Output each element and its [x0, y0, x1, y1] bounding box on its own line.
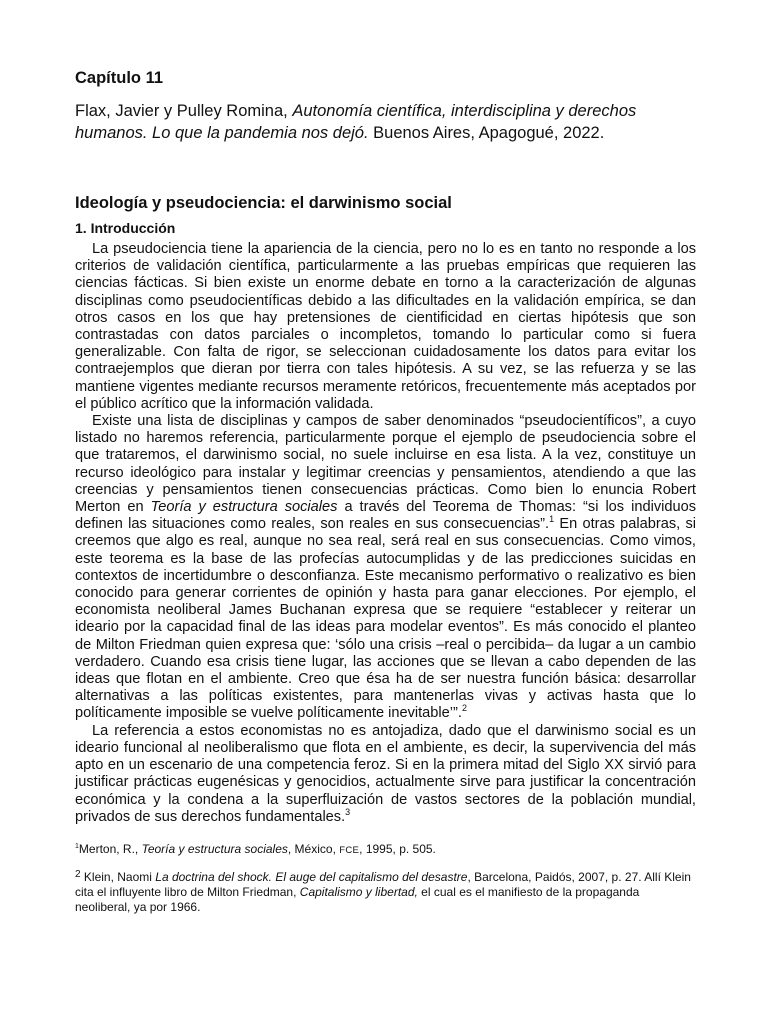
footnote-2 — [75, 870, 696, 915]
footnote-1-marker: 1 — [75, 842, 79, 850]
footnote-2-title2: Capitalismo y libertad, — [299, 884, 418, 899]
paragraph-3-text: La referencia a estos economistas no es antojadiza, dado que el darwinismo social es un ideario funcional al neoliberalismo que flota en el ambiente, es decir, la supervivencia del más apto en un escenario de una competencia feroz. Si en la primera mitad del Siglo XX sirvió para justificar prácticas eugenésicas y genocidios, actualmente sirve para justificar la concentración económica y la condena a la superfluización de vastos sectores de la población mundial, privados de sus derechos fundamentales. — [75, 722, 696, 825]
paragraph-3 — [75, 723, 696, 826]
footnote-ref-3[interactable]: 3 — [345, 806, 351, 817]
footnote-1 — [75, 842, 696, 858]
footnote-2-author: Klein, Naomi — [80, 869, 156, 884]
footnote-ref-2[interactable]: 2 — [461, 703, 467, 714]
footnote-ref-1[interactable]: 1 — [549, 514, 555, 525]
paragraph-2-part-a: Existe una lista de disciplinas y campos de saber denominados “pseudocientíficos”, a cuyo listado no haremos referencia, particularmente porque el ejemplo de pseudociencia sobre el que trataremos, el darwinismo social, no suele incluirse en esa lista. A la vez, constituye un recurso ideológico para instalar y legitimar creencias y pensamientos, atendiendo a que las creencias y pensamientos tienen consecuencias prácticas. Como bien lo enuncia Robert Merton en — [75, 413, 696, 516]
body-text — [75, 241, 696, 826]
chapter-heading: Capítulo 11 — [75, 69, 164, 87]
footnote-2-title: La doctrina del shock. El auge del capitalismo del desastre — [155, 869, 468, 884]
footnote-2-marker: 2 — [75, 868, 81, 880]
paragraph-2-part-c: En otras palabras, si creemos que algo es real, aunque no sea real, será real en sus consecuencias. Como vimos, este teorema es la base de las profecías autocumplidas y de las predicciones suicidas en contextos de incertidumbre o desconfianza. Este mecanismo performativo o realizativo es bien conocido para generar corrientes de opinión y hasta para ganar elecciones. Por ejemplo, el economista neoliberal James Buchanan expresa que se requiere “establecer y reiterar un ideario por la capacidad final de las ideas para modelar eventos”. Es más conocido el planteo de Milton Friedman quien expresa que: ‘sólo una crisis –real o percibida– da lugar a un cambio verdadero. Cuando esa crisis tiene lugar, las acciones que se llevan a cabo dependen de las ideas que flotan en el ambiente. Creo que ésa ha de ser nuestra función básica: desarrollar alternativas a las políticas existentes, para mantenerlas vivas y activas hasta que lo políticamente imposible se vuelve políticamente inevitable’”. — [75, 516, 696, 722]
book-title-italic: Teoría y estructura sociales — [150, 499, 338, 516]
citation-publisher: Buenos Aires, Apagogué, 2022. — [368, 124, 605, 142]
footnote-1-place: , México, — [287, 841, 340, 856]
footnote-1-author: Merton, R., — [78, 841, 142, 856]
footnote-1-rest: , 1995, p. 505. — [359, 841, 436, 856]
footnote-2-rest: , Barcelona, Paidós, 2007, p. 27. Allí Klein cita el influyente libro de Milton Friedman, — [75, 869, 691, 899]
citation-title: Autonomía científica, interdisciplina y derechos humanos. Lo que la pandemia nos dejó. — [75, 102, 637, 142]
footnote-1-title: Teoría y estructura sociales — [141, 841, 288, 856]
section-title: Ideología y pseudociencia: el darwinismo social — [75, 194, 452, 212]
subsection-title: 1. Introducción — [75, 220, 176, 236]
footnote-2-rest2: el cual es el manifiesto de la propaganda neoliberal, ya por 1966. — [75, 884, 640, 914]
bibliographic-citation — [75, 100, 705, 144]
footnotes — [75, 842, 696, 915]
paragraph-2-part-b: a través del Teorema de Thomas: “si los individuos definen las situaciones como reales, son reales en sus consecuencias”. — [75, 499, 697, 533]
footnote-1-publisher: FCE — [339, 844, 360, 856]
paragraph-1: La pseudociencia tiene la apariencia de la ciencia, pero no lo es en tanto no responde a los criterios de validación científica, particularmente a las pruebas empíricas que requieren las ciencias fácticas. Si bien existe un enorme debate en torno a la caracterización de algunas disciplinas como pseudocientíficas debido a las dificultades en la validación empírica, se dan otros casos en los que hay pretensiones de cientificidad en ciertas hipótesis que son contrastadas con datos parciales o incompletos, tomando lo particular como si fuera generalizable. Con falta de rigor, se seleccionan cuidadosamente los datos para evitar los contraejemplos que dieran por tierra con tales hipótesis. A su vez, se las refuerza y se las mantiene vigentes mediante recursos meramente retóricos, frecuentemente más aceptados por el público acrítico que la información validada. — [75, 241, 696, 412]
citation-authors: Flax, Javier y Pulley Romina, — [75, 102, 293, 120]
paragraph-2 — [75, 413, 696, 723]
